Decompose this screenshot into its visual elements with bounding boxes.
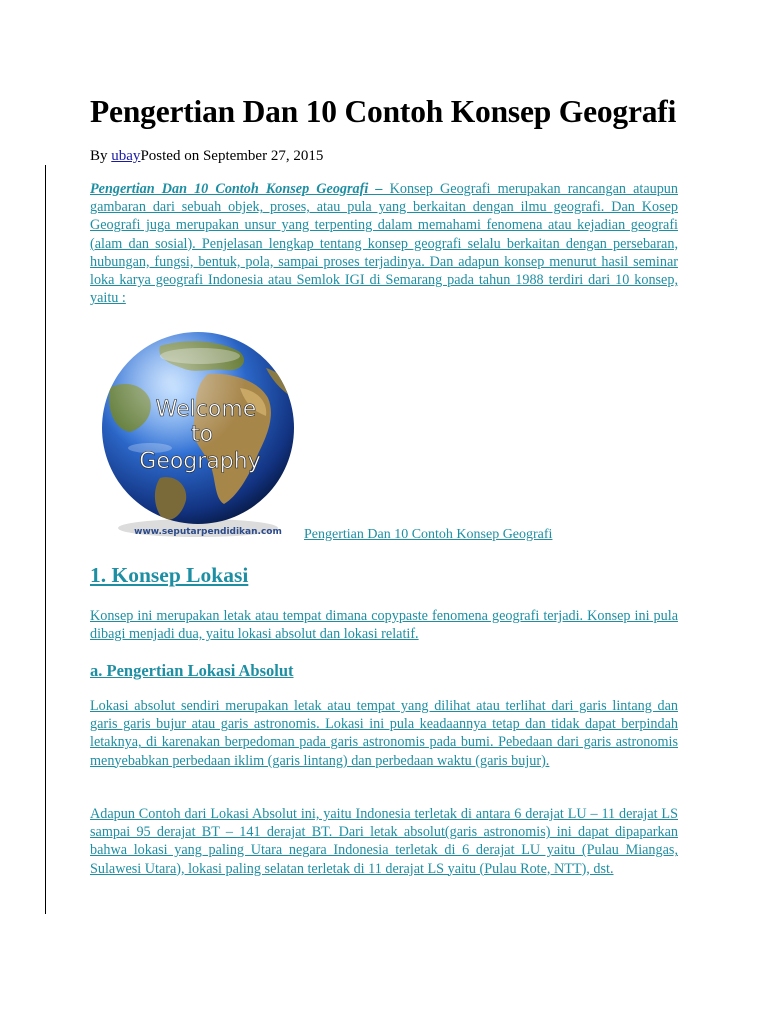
intro-lead: Pengertian Dan 10 Contoh Konsep Geografi – <box>90 181 383 197</box>
byline-posted: Posted on September 27, 2015 <box>140 148 324 164</box>
image-caption-link[interactable]: Pengertian Dan 10 Contoh Konsep Geografi <box>304 527 553 542</box>
byline-by: By <box>90 148 112 164</box>
globe-text-geography: Geography <box>139 449 261 474</box>
margin-rule <box>45 165 46 914</box>
lokasi-absolut-paragraph-1[interactable]: Lokasi absolut sendiri merupakan letak atau tempat yang dilihat atau terlihat dari garis lintang dan garis garis bujur atau garis astronomis. Lokasi ini pula keadaannya tetap dan tidak dapat berpindah letaknya, di karenakan berpedoman pada garis astronomis pada bumi. Pebedaan dari garis astronomis menyebabkan perbedaan iklim (garis lintang) dan perbedaan waktu (garis bujur). <box>90 698 678 769</box>
section-konsep-lokasi-text[interactable]: Konsep ini merupakan letak atau tempat dimana copypaste fenomena geografi terjadi. Konsep ini pula dibagi menjadi dua, yaitu lokasi absolut dan lokasi relatif. <box>90 608 678 643</box>
subheading-lokasi-absolut[interactable]: a. Pengertian Lokasi Absolut <box>90 661 294 680</box>
section-heading-konsep-lokasi[interactable]: 1. Konsep Lokasi <box>90 563 249 587</box>
author-link[interactable]: ubay <box>111 148 141 164</box>
globe-text-to: to <box>190 422 214 447</box>
lokasi-absolut-paragraph-2[interactable]: Adapun Contoh dari Lokasi Absolut ini, yaitu Indonesia terletak di antara 6 derajat LU – 11 derajat LS sampai 95 derajat BT – 141 derajat BT. Dari letak absolut(garis astronomis) ini dapat dipaparkan bahwa lokasi yang paling Utara negara Indonesia terletak di 6 derajat LU yaitu (Pulau Miangas, Sulawesi Utara), lokasi paling selatan terletak di 11 derajat LS yaitu (Pulau Rote, NTT), dst. <box>90 806 678 877</box>
intro-paragraph[interactable] <box>90 180 678 307</box>
page-title: Pengertian Dan 10 Contoh Konsep Geografi <box>90 94 677 129</box>
intro-text: Konsep Geografi merupakan rancangan ataupun gambaran dari sebuah objek, proses, atau pula yang berkaitan dengan ilmu geografi. Dan Kosep Geografi juga merupakan unsur yang terpenting dalam memahami fenomena atau kejadian geografi (alam dan sosial). Penjelasan lengkap tentang konsep geografi selalu berkaitan dengan persebaran, hubungan, fungsi, bentuk, pola, sampai proses terjadinya. Dan adapun konsep menurut hasil seminar loka karya geografi Indonesia atau Semlok IGI di Semarang pada tahun 1988 terdiri dari 10 konsep, yaitu : <box>90 181 678 307</box>
welcome-geography-globe-image[interactable] <box>90 328 305 543</box>
byline <box>90 148 323 165</box>
globe-text-welcome: Welcome <box>155 397 257 422</box>
globe-watermark: www.seputarpendidikan.com <box>134 527 282 537</box>
